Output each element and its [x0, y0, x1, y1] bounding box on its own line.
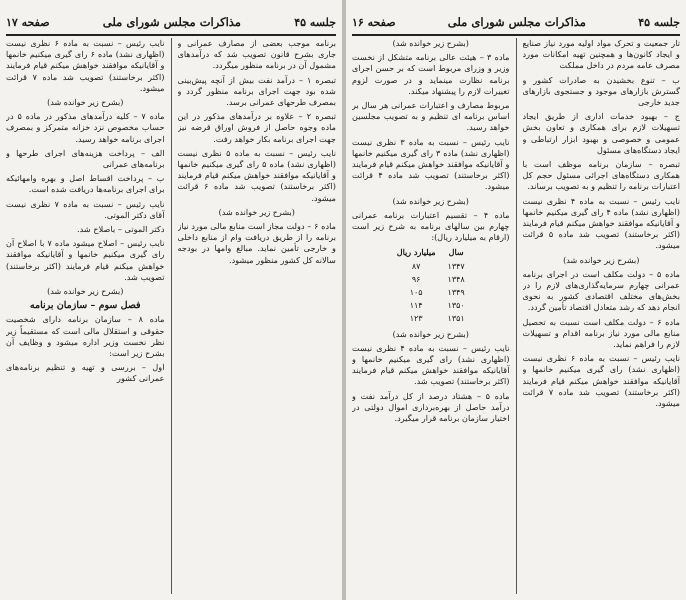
paragraph: ج – بهبود خدمات اداری از طریق ایجاد تسهیلات لازم برای همکاری و تعاون بخش عمومی و خصوصی و بهبود ابزار ارتباطی و ایجاد دستگاه‌های مسئول [522, 111, 680, 155]
paragraph: نایب رئیس – نسبت به ماده ۳ نظری نیست (اظهاری نشد) ماده ۳ رای گیری میکنیم خانمها و آقایانیکه موافقند خواهش میکنم قیام فرمایند (اکثر برخاستند) تصویب شد ماده ۴ قرائت میشود. [352, 136, 510, 192]
paragraph: اول – بررسی و تهیه و تنظیم برنامه‌های عمرانی کشور [6, 362, 165, 384]
left-page-columns [6, 38, 336, 594]
paragraph: ماده ۵ – دولت مکلف است در اجرای برنامه عمرانی چهارم سرمایه‌گذاری‌های لازم را در بخش‌های مختلف اقتصادی کشور به نحوی انجام دهد که رشد متعادل اقتصاد تأمین گردد. [522, 268, 680, 313]
paragraph: نایب رئیس – نسبت به ماده ۶ نظری نیست (اظهاری نشد) رای گیری میکنیم خانمها و آقایانیکه موافقند خواهش میکنم قیام فرمایند (اکثر برخاستند) تصویب شد ماده ۷ قرائت میشود. [522, 353, 680, 409]
paragraph: الف – پرداخت هزینه‌های اجرای طرحها و برنامه‌های عمرانی [6, 147, 165, 170]
right-page-number: صفحه ۱۶ [352, 15, 396, 29]
paragraph: نایب رئیس – نسبت به ماده ۷ نظری نیست آقای دکتر الموتی. [6, 198, 165, 220]
paragraph: دکتر الموتی – باصلاح شد. [76, 224, 165, 235]
right-page-column-right [523, 38, 681, 594]
paragraph: تبصره – سازمان برنامه موظف است با همکاری دستگاه‌های اجرائی مسئول حجم کل اعتبارات برنامه را تنظیم و به تصویب برساند. [522, 159, 680, 192]
paragraph: ماده ۴ – تقسیم اعتبارات برنامه عمرانی چهارم بین سالهای برنامه به شرح زیر است (ارقام به میلیارد ریال): [352, 209, 510, 243]
table-row [391, 286, 471, 299]
paragraph: نایب رئیس – اصلاح میشود ماده ۷ با اصلاح آن رای گیری میکنیم خانمها و آقایانیکه موافقند خواهش میکنم قیام فرمایند (اکثر برخاستند) تصویب شد. [6, 238, 165, 282]
reading-note: (بشرح زیر خوانده شد) [392, 196, 469, 206]
right-left-col-top [352, 38, 510, 243]
paragraph: ماده ۸ – سازمان برنامه دارای شخصیت حقوقی و استقلال مالی است که مستقیماً زیر نظر نخست وزیر اداره میشود و وظایف آن بشرح زیر است: [6, 314, 165, 359]
paragraph: ب – تنوع بخشیدن به صادرات کشور و گسترش بازارهای موجود و جستجوی بازارهای جدید خارجی [522, 74, 680, 108]
table-cell: ۸۷ [411, 261, 421, 271]
left-page-column-left [6, 38, 165, 594]
table-cell: ۹۶ [411, 274, 421, 284]
paragraph: ماده ۷ – کلیه درآمدهای مذکور در ماده ۵ در حساب مخصوص نزد خزانه متمرکز و بمصرف اجرای برنامه خواهد رسید. [6, 111, 165, 144]
reading-note: (بشرح زیر خوانده شد) [47, 98, 124, 108]
table-header-cell: سال [448, 247, 464, 258]
paragraph: ب – پرداخت اقساط اصل و بهره وامهائیکه برای اجرای برنامه‌ها دریافت شده است. [6, 173, 165, 195]
paragraph: نایب رئیس – نسبت به ماده ۵ نظری نیست (اظهاری نشد) ماده ۵ رای گیری میکنیم خانمها و آقایانیکه موافقند خواهش میکنم قیام فرمایند (اکثر برخاستند) تصویب شد ماده ۶ قرائت میشود. [177, 147, 336, 203]
table-cell: ۱۳۴۹ [447, 288, 465, 298]
paragraph: ماده ۶ – دولت مجاز است منابع مالی مورد نیاز برنامه را از طریق دریافت وام از منابع داخلی و خارجی تأمین نماید. مبالغ وامها در بودجه سالانه کل کشور منظور میشود. [177, 221, 336, 265]
left-page-column-right [178, 38, 337, 594]
paragraph: نایب رئیس – نسبت به ماده ۴ نظری نیست (اظهاری نشد) ماده ۴ رای گیری میکنیم خانمها و آقایانیکه موافقند خواهش میکنم قیام فرمایند (اکثر برخاستند) تصویب شد ماده ۵ قرائت میشود. [522, 195, 680, 251]
left-session-label: جلسه ۴۵ [294, 15, 336, 29]
table-cell: ۱۳۴۷ [447, 261, 465, 271]
right-left-col-bottom [352, 329, 510, 425]
right-page-column-left [352, 38, 510, 594]
left-header-title: مذاکرات مجلس شورای ملی [102, 15, 241, 29]
right-session-label: جلسه ۴۵ [638, 15, 680, 29]
left-page-header [6, 10, 336, 36]
table-cell: ۱۰۵ [409, 288, 423, 298]
budget-table [391, 246, 471, 325]
paragraph: برنامه موجب بعضی از مصارف عمرانی و جاری بشرح قانون تصویب شد که درآمدهای مشمول آن در برنامه منظور میگردد. [177, 38, 336, 71]
right-page-columns [352, 38, 680, 594]
reading-note: (بشرح زیر خوانده شد) [218, 207, 295, 217]
right-header-title: مذاکرات مجلس شورای ملی [447, 15, 586, 29]
section-heading: فصل سوم – سازمان برنامه [29, 300, 141, 312]
paragraph: نایب رئیس – نسبت به ماده ۴ نظری نیست (اظهاری نشد) رای گیری میکنیم خانمها و آقایانیکه موافقند خواهش میکنم قیام فرمایند (اکثر برخاستند) تصویب شد. [352, 342, 510, 387]
right-page-header [352, 10, 680, 36]
paragraph: تبصره ۱ – درآمد نفت بیش از آنچه پیش‌بینی شده بود جهت اجرای برنامه منظور گردد و بمصرف طرحهای عمرانی برسد. [177, 74, 336, 108]
table-row [391, 273, 471, 286]
reading-note: (بشرح زیر خوانده شد) [392, 39, 469, 48]
table-header-row [391, 246, 471, 259]
column-rule [516, 38, 517, 594]
table-cell: ۱۳۴۸ [447, 274, 465, 284]
column-rule [171, 38, 172, 594]
table-row [391, 260, 471, 273]
table-cell: ۱۳۵۰ [447, 301, 465, 311]
reading-note: (بشرح زیر خوانده شد) [392, 329, 469, 339]
paragraph: ماده ۶ – دولت مکلف است نسبت به تحصیل منابع مالی مورد نیاز برنامه اقدام و تسهیلات لازم را فراهم نماید. [522, 316, 680, 350]
paragraph: تار جمعیت و تحرک مواد اولیه مورد نیاز صنایع و ایجاد کانون‌ها و همچنین تهیه امکانات مورد مصرف عامه مردم در داخل مملکت [522, 38, 680, 71]
table-header-cell: میلیارد ریال [396, 247, 436, 258]
left-page-number: صفحه ۱۷ [6, 15, 50, 29]
paragraph: مربوط مصارف و اعتبارات عمرانی هر سال بر اساس برنامه ای تنظیم و به تصویب مجلسین خواهد رسید. [352, 100, 510, 133]
paragraph: نایب رئیس – نسبت به ماده ۶ نظری نیست (اظهاری نشد) ماده ۶ رای گیری میکنیم خانمها و آقایانیکه موافقند خواهش میکنم قیام فرمایند (اکثر برخاستند) تصویب شد ماده ۷ قرائت میشود. [6, 38, 165, 93]
reading-note: (بشرح زیر خوانده شد) [563, 255, 640, 265]
table-cell: ۱۳۵۱ [447, 314, 465, 324]
table-row [391, 312, 471, 325]
table-cell: ۱۲۳ [409, 314, 423, 324]
budget-table-body [391, 246, 471, 325]
table-cell: ۱۱۴ [409, 301, 423, 311]
reading-note: (بشرح زیر خوانده شد) [47, 287, 124, 297]
table-row [391, 299, 471, 312]
left-page [0, 0, 342, 600]
paragraph: ماده ۳ – هیئت عالی برنامه متشکل از نخست وزیر و وزرای مربوط است که بر حسن اجرای برنامه نظارت مینماید و در صورت لزوم تغییرات لازم را پیشنهاد میکند. [352, 52, 510, 96]
right-page [346, 0, 686, 600]
paragraph: تبصره ۲ – علاوه بر درآمدهای مذکور در این ماده وجوه حاصل از فروش اوراق قرضه نیز جهت اجرای برنامه بکار خواهد رفت. [177, 111, 336, 144]
paragraph: ماده ۵ – هشتاد درصد از کل درآمد نفت و درآمد حاصل از بهره‌برداری اموال دولتی در اختیار سازمان برنامه قرار میگیرد. [352, 390, 510, 424]
